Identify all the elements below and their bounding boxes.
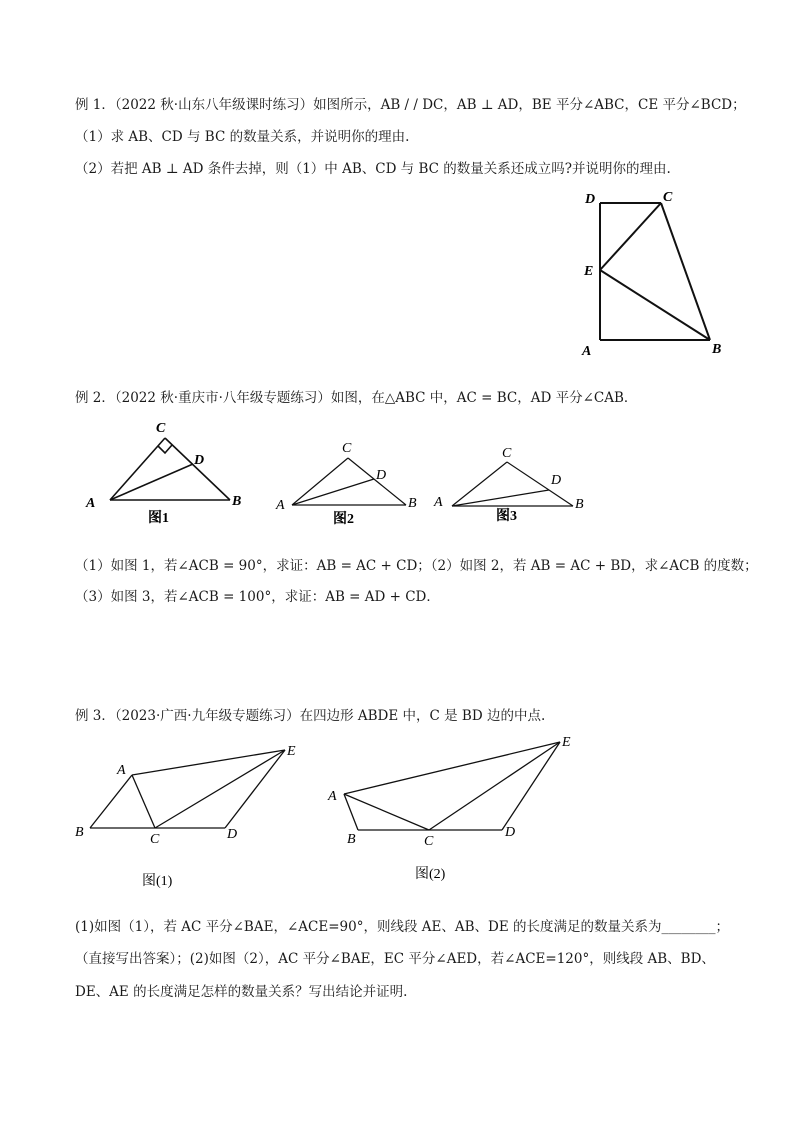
label-a: A (86, 496, 96, 511)
example3-question3: DE、AE 的长度满足怎样的数量关系？写出结论并证明. (75, 984, 408, 1000)
label-d: D (505, 825, 516, 840)
label-c: C (342, 441, 352, 456)
figure-caption: 图1 (148, 511, 169, 526)
label-b: B (75, 825, 84, 840)
label-d: D (585, 192, 596, 207)
label-b: B (408, 496, 417, 511)
label-c: C (150, 832, 160, 847)
example2-figure2 (270, 435, 430, 530)
example3-question2: （直接写出答案）；(2)如图（2），AC 平分∠BAE，EC 平分∠AED，若∠ACE=120°，则线段 AB、BD、 (75, 951, 715, 967)
figure-caption: 图3 (496, 509, 517, 524)
label-d: D (551, 473, 562, 488)
right-angle-mark (158, 445, 172, 453)
label-e: E (287, 744, 296, 759)
label-e: E (584, 264, 594, 279)
segment-eb (600, 270, 710, 340)
example1-question1: （1）求 AB、CD 与 BC 的数量关系，并说明你的理由. (75, 129, 410, 145)
label-a: A (434, 495, 443, 510)
example2-question1-2: （1）如图 1，若∠ACB = 90°，求证：AB = AC + CD；（2）如图 2，若 AB = AC + BD，求∠ACB 的度数； (75, 558, 758, 574)
figure-caption: 图(2) (415, 867, 446, 882)
label-c: C (502, 446, 512, 461)
label-d: D (227, 827, 238, 842)
example3-figure2 (320, 730, 580, 885)
label-b: B (347, 832, 356, 847)
example1-title: 例 1．（2022 秋·山东八年级课时练习）如图所示，AB / / DC，AB ⊥ AD，BE 平分∠ABC，CE 平分∠BCD； (75, 97, 746, 113)
label-b: B (232, 494, 242, 509)
label-a: A (328, 789, 337, 804)
label-a: A (117, 763, 126, 778)
segment-cb (661, 203, 710, 340)
label-d: D (376, 468, 387, 483)
example3-title: 例 3．（2023·广西·九年级专题练习）在四边形 ABDE 中，C 是 BD 边的中点. (75, 708, 546, 724)
label-b: B (575, 497, 584, 512)
label-c: C (663, 190, 673, 205)
figure-caption: 图(1) (142, 874, 173, 889)
example2-title: 例 2．（2022 秋·重庆市·八年级专题练习）如图，在△ABC 中，AC = BC，AD 平分∠CAB． (75, 390, 638, 406)
example1-figure (570, 185, 730, 365)
label-b: B (712, 342, 722, 357)
example2-figure1 (80, 415, 255, 530)
label-c: C (156, 421, 166, 436)
label-e: E (562, 735, 571, 750)
example1-question2: （2）若把 AB ⊥ AD 条件去掉，则（1）中 AB、CD 与 BC 的数量关系还成立吗?并说明你的理由. (75, 161, 671, 177)
segment-ec (600, 203, 661, 270)
label-d: D (194, 453, 205, 468)
figure-caption: 图2 (333, 512, 354, 527)
example3-question1: (1)如图（1），若 AC 平分∠BAE，∠ACE=90°，则线段 AE、AB、DE 的长度满足的数量关系为________； (75, 919, 729, 935)
example2-question3: （3）如图 3，若∠ACB = 100°，求证：AB = AD + CD． (75, 589, 440, 605)
label-c: C (424, 834, 434, 849)
label-a: A (582, 344, 592, 359)
example2-figure3 (430, 440, 595, 530)
example3-figure1 (70, 740, 310, 890)
label-a: A (276, 498, 285, 513)
